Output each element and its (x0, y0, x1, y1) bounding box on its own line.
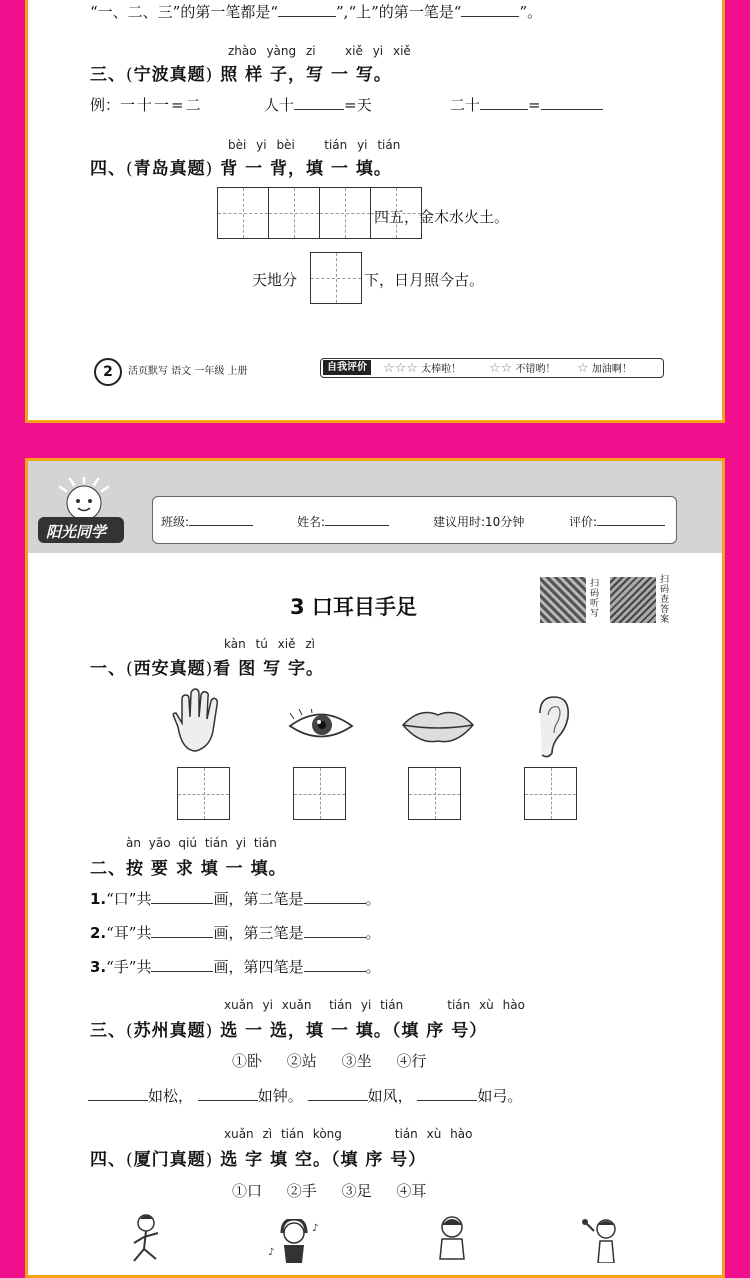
answer-blank[interactable] (151, 889, 213, 904)
book-info: 活页默写 语文 一年级 上册 (128, 366, 248, 377)
question-3-item-2: 二十 = (450, 94, 603, 115)
mouth-icon (400, 705, 476, 745)
stroke-question-line: “一、二、三”的第一笔都是“ ”,“上”的第一笔是“ ”。 (90, 3, 543, 21)
class-field[interactable]: 班级: (161, 513, 253, 530)
pinyin-line: xuǎn yi xuǎn tián yi tián tián xù hào (224, 998, 525, 1012)
answer-blank[interactable] (278, 2, 336, 17)
answer-blank[interactable] (461, 2, 519, 17)
writing-grid-box[interactable] (524, 767, 577, 820)
answer-blank[interactable] (417, 1086, 477, 1101)
answer-blank[interactable] (151, 957, 213, 972)
question-3-item-1: 人十 =天 (264, 96, 372, 114)
question-2-row-1: 1.“口”共 画，第二笔是 。 (90, 890, 381, 908)
question-2-row-2: 2.“耳”共 画，第三笔是 。 (90, 924, 381, 942)
self-evaluation-bar: 自我评价 ☆☆☆ 太棒啦！ ☆☆ 不错哟！ ☆ 加油啊！ (320, 358, 664, 378)
answer-blank[interactable] (304, 923, 366, 938)
question-2-heading: 二、按 要 求 填 一 填。 (90, 859, 287, 879)
svg-text:♪: ♪ (268, 1247, 275, 1258)
page-number-badge: 2 (94, 358, 122, 386)
question-1-heading: 一、(西安真题)看 图 写 字。 (90, 659, 325, 679)
source-tag: (苏州真题) (126, 1021, 214, 1041)
svg-text:♪: ♪ (312, 1223, 319, 1234)
hand-icon (168, 687, 228, 757)
source-tag: (厦门真题) (126, 1150, 214, 1170)
source-tag: (宁波真题) (126, 65, 214, 85)
source-tag: (西安真题) (126, 659, 214, 679)
evaluation-field[interactable]: 评价: (569, 513, 665, 530)
question-4-heading: 四、(厦门真题) 选 字 填 空。（填 序 号） (90, 1150, 427, 1170)
question-3-example-row: 例：一十一=二 (90, 96, 203, 114)
lesson-title: 3 口耳目手足 (290, 595, 417, 619)
writing-grid-box[interactable] (408, 767, 461, 820)
source-tag: (青岛真题) (126, 159, 214, 179)
writing-grid-box[interactable] (217, 187, 269, 239)
answer-blank[interactable] (198, 1086, 258, 1101)
verse-line-2-start: 天地分 (252, 271, 298, 289)
eye-icon (286, 709, 356, 743)
worksheet-page-2 (25, 458, 725, 1278)
qr-caption-dictation: 扫码听写 (590, 579, 600, 619)
student-info-box (152, 496, 677, 544)
verse-line-2-end: 下，日月照今古。 (364, 271, 485, 289)
answer-blank[interactable] (88, 1086, 148, 1101)
writing-grid-box[interactable] (293, 767, 346, 820)
ear-icon (530, 693, 574, 761)
qr-code-answers[interactable] (610, 577, 656, 623)
star-rating-3[interactable]: ☆☆☆ 太棒啦！ (383, 361, 462, 376)
pinyin-line: bèi yi bèi tián yi tián (228, 138, 401, 152)
star-rating-1[interactable]: ☆ 加油啊！ (577, 361, 632, 376)
pinyin-line: kàn tú xiě zì (224, 637, 315, 651)
writing-grid-box[interactable] (310, 252, 362, 304)
question-3-heading: 三、(宁波真题) 照 样 子，写 一 写。 (90, 65, 392, 85)
pinyin-line: xuǎn zì tián kòng tián xù hào (224, 1127, 473, 1141)
pinyin-line: àn yāo qiú tián yi tián (126, 836, 277, 850)
boy-standing-icon (432, 1215, 472, 1263)
question-4-options: ①口 ②手 ③足 ④耳 (232, 1182, 427, 1200)
worksheet-page-1 (25, 0, 725, 423)
star-icon: ☆ (577, 361, 589, 376)
writing-grid-box[interactable] (177, 767, 230, 820)
boy-singing-icon (576, 1217, 626, 1263)
answer-blank[interactable] (308, 1086, 368, 1101)
logo-text: 阳光同学 (46, 523, 107, 541)
girl-headphones-icon (264, 1219, 324, 1263)
qr-code-dictation[interactable] (540, 577, 586, 623)
question-3-fill-row: 如松， 如钟。 如风， 如弓。 (88, 1085, 522, 1106)
writing-grid-box[interactable] (319, 187, 371, 239)
writing-grid-box[interactable] (268, 187, 320, 239)
answer-blank[interactable] (151, 923, 213, 938)
question-3-heading: 三、(苏州真题) 选 一 选，填 一 填。（填 序 号） (90, 1021, 488, 1041)
answer-blank[interactable] (304, 957, 366, 972)
pinyin-line: zhào yàng zi xiě yi xiě (228, 44, 411, 58)
answer-blank[interactable] (294, 95, 344, 110)
answer-blank[interactable] (304, 889, 366, 904)
star-icon: ☆☆☆ (383, 361, 418, 376)
brand-logo (36, 477, 148, 549)
question-2-row-3: 3.“手”共 画，第四笔是 。 (90, 958, 381, 976)
question-3-options: ①卧 ②站 ③坐 ④行 (232, 1052, 427, 1070)
answer-blank[interactable] (480, 95, 528, 110)
answer-blank[interactable] (541, 95, 603, 110)
name-field[interactable]: 姓名: (297, 513, 389, 530)
verse-line-1: 四五，金木水火土。 (374, 208, 510, 226)
star-rating-2[interactable]: ☆☆ 不错哟！ (489, 361, 556, 376)
suggested-time: 建议用时:10分钟 (433, 515, 525, 529)
qr-caption-answers: 扫码查答案 (660, 575, 670, 625)
star-icon: ☆☆ (489, 361, 513, 376)
question-4-heading: 四、(青岛真题) 背 一 背，填 一 填。 (90, 159, 392, 179)
running-boy-icon (126, 1213, 166, 1263)
